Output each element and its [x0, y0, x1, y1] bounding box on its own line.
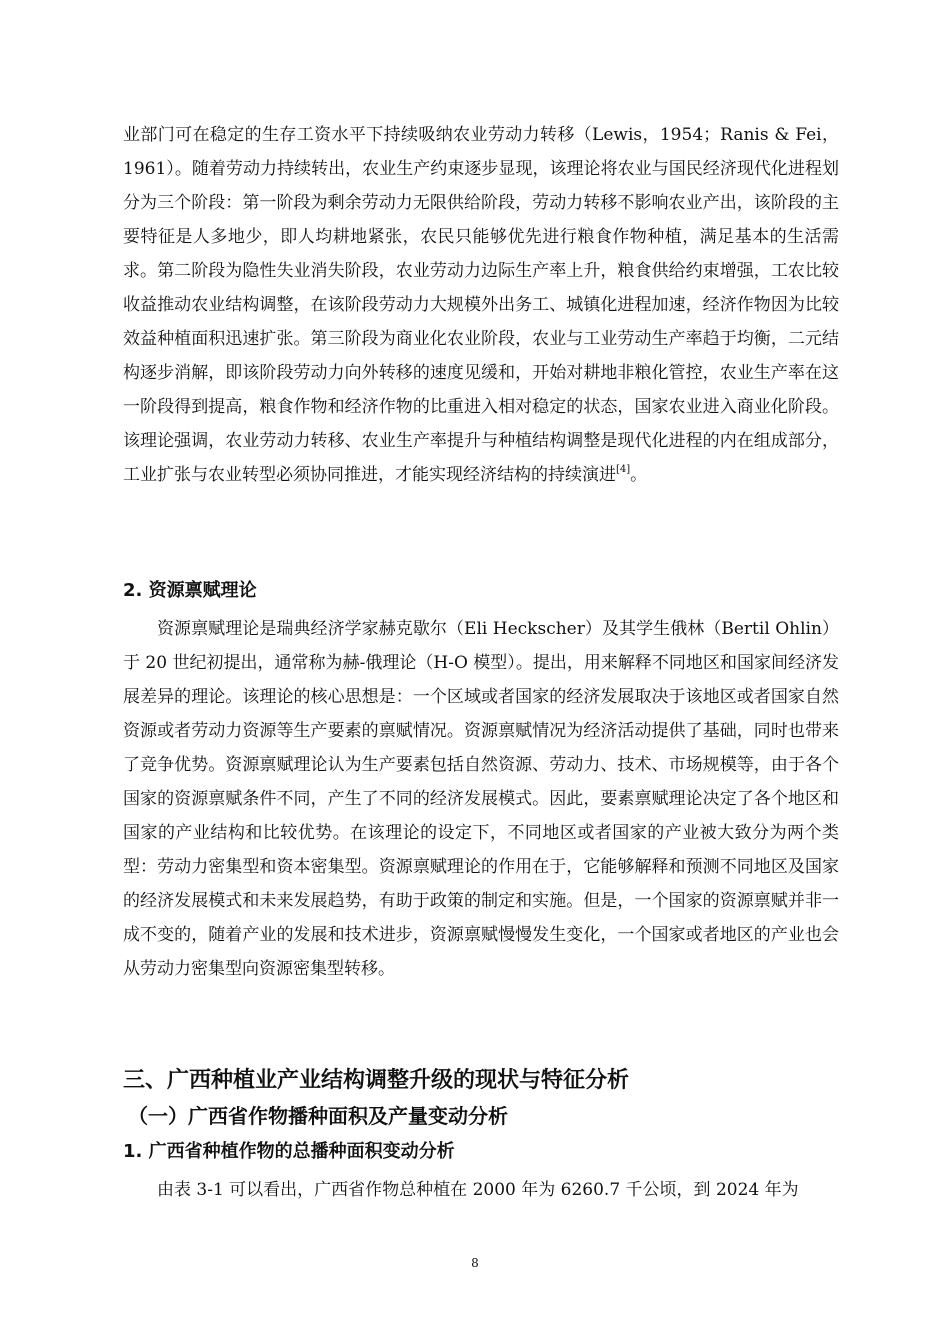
- page-number: 8: [471, 1256, 479, 1270]
- heading-total-sown-area: 1. 广西省种植作物的总播种面积变动分析: [123, 1141, 455, 1162]
- paragraph-text: 业部门可在稳定的生存工资水平下持续吸纳农业劳动力转移（Lewis，1954；Ranis & Fei，1961）。随着劳动力持续转出，农业生产约束逐步显现，该理论将农业与国民经济现代化进程划分为三个阶段：第一阶段为剩余劳动力无限供给阶段，劳动力转移不影响农业产出，该阶段的主要特征是人多地少，即人均耕地紧张，农民只能够优先进行粮食作物种植，满足基本的生活需求。第二阶段为隐性失业消失阶段，农业劳动力边际生产率上升，粮食供给约束增强，工农比较收益推动农业结构调整，在该阶段劳动力大规模外出务工、城镇化进程加速，经济作物因为比较效益种植面积迅速扩张。第三阶段为商业化农业阶段，农业与工业劳动生产率趋于均衡，二元结构逐步消解，即该阶段劳动力向外转移的速度见缓和，开始对耕地非粮化管控，农业生产率在这一阶段得到提高，粮食作物和经济作物的比重进入相对稳定的状态，国家农业进入商业化阶段。该理论强调，农业劳动力转移、农业生产率提升与种植结构调整是现代化进程的内在组成部分，工业扩张与农业转型必须协同推进，才能实现经济结构的持续演进: [123, 125, 839, 485]
- heading-subsection-1: （一）广西省作物播种面积及产量变动分析: [128, 1104, 508, 1128]
- paragraph-end: 。: [630, 465, 648, 485]
- paragraph-lewis-model: [123, 118, 839, 492]
- paragraph-table-3-1: 由表 3-1 可以看出，广西省作物总种植在 2000 年为 6260.7 千公顷，到 2024 年为: [157, 1180, 799, 1200]
- citation-reference: [4]: [616, 464, 631, 475]
- heading-resource-endowment: 2. 资源禀赋理论: [123, 580, 257, 601]
- heading-section-3: 三、广西种植业产业结构调整升级的现状与特征分析: [123, 1068, 630, 1093]
- paragraph-resource-endowment: 资源禀赋理论是瑞典经济学家赫克歇尔（Eli Heckscher）及其学生俄林（Bertil Ohlin）于 20 世纪初提出，通常称为赫-俄理论（H-O 模型）。提出，用来解释不同地区和国家间经济发展差异的理论。该理论的核心思想是：一个区域或者国家的经济发展取决于该地区或者国家自然资源或者劳动力资源等生产要素的禀赋情况。资源禀赋情况为经济活动提供了基础，同时也带来了竞争优势。资源禀赋理论认为生产要素包括自然资源、劳动力、技术、市场规模等，由于各个国家的资源禀赋条件不同，产生了不同的经济发展模式。因此，要素禀赋理论决定了各个地区和国家的产业结构和比较优势。在该理论的设定下，不同地区或者国家的产业被大致分为两个类型：劳动力密集型和资本密集型。资源禀赋理论的作用在于，它能够解释和预测不同地区及国家的经济发展模式和未来发展趋势，有助于政策的制定和实施。但是，一个国家的资源禀赋并非一成不变的，随着产业的发展和技术进步，资源禀赋慢慢发生变化，一个国家或者地区的产业也会从劳动力密集型向资源密集型转移。: [123, 619, 839, 979]
